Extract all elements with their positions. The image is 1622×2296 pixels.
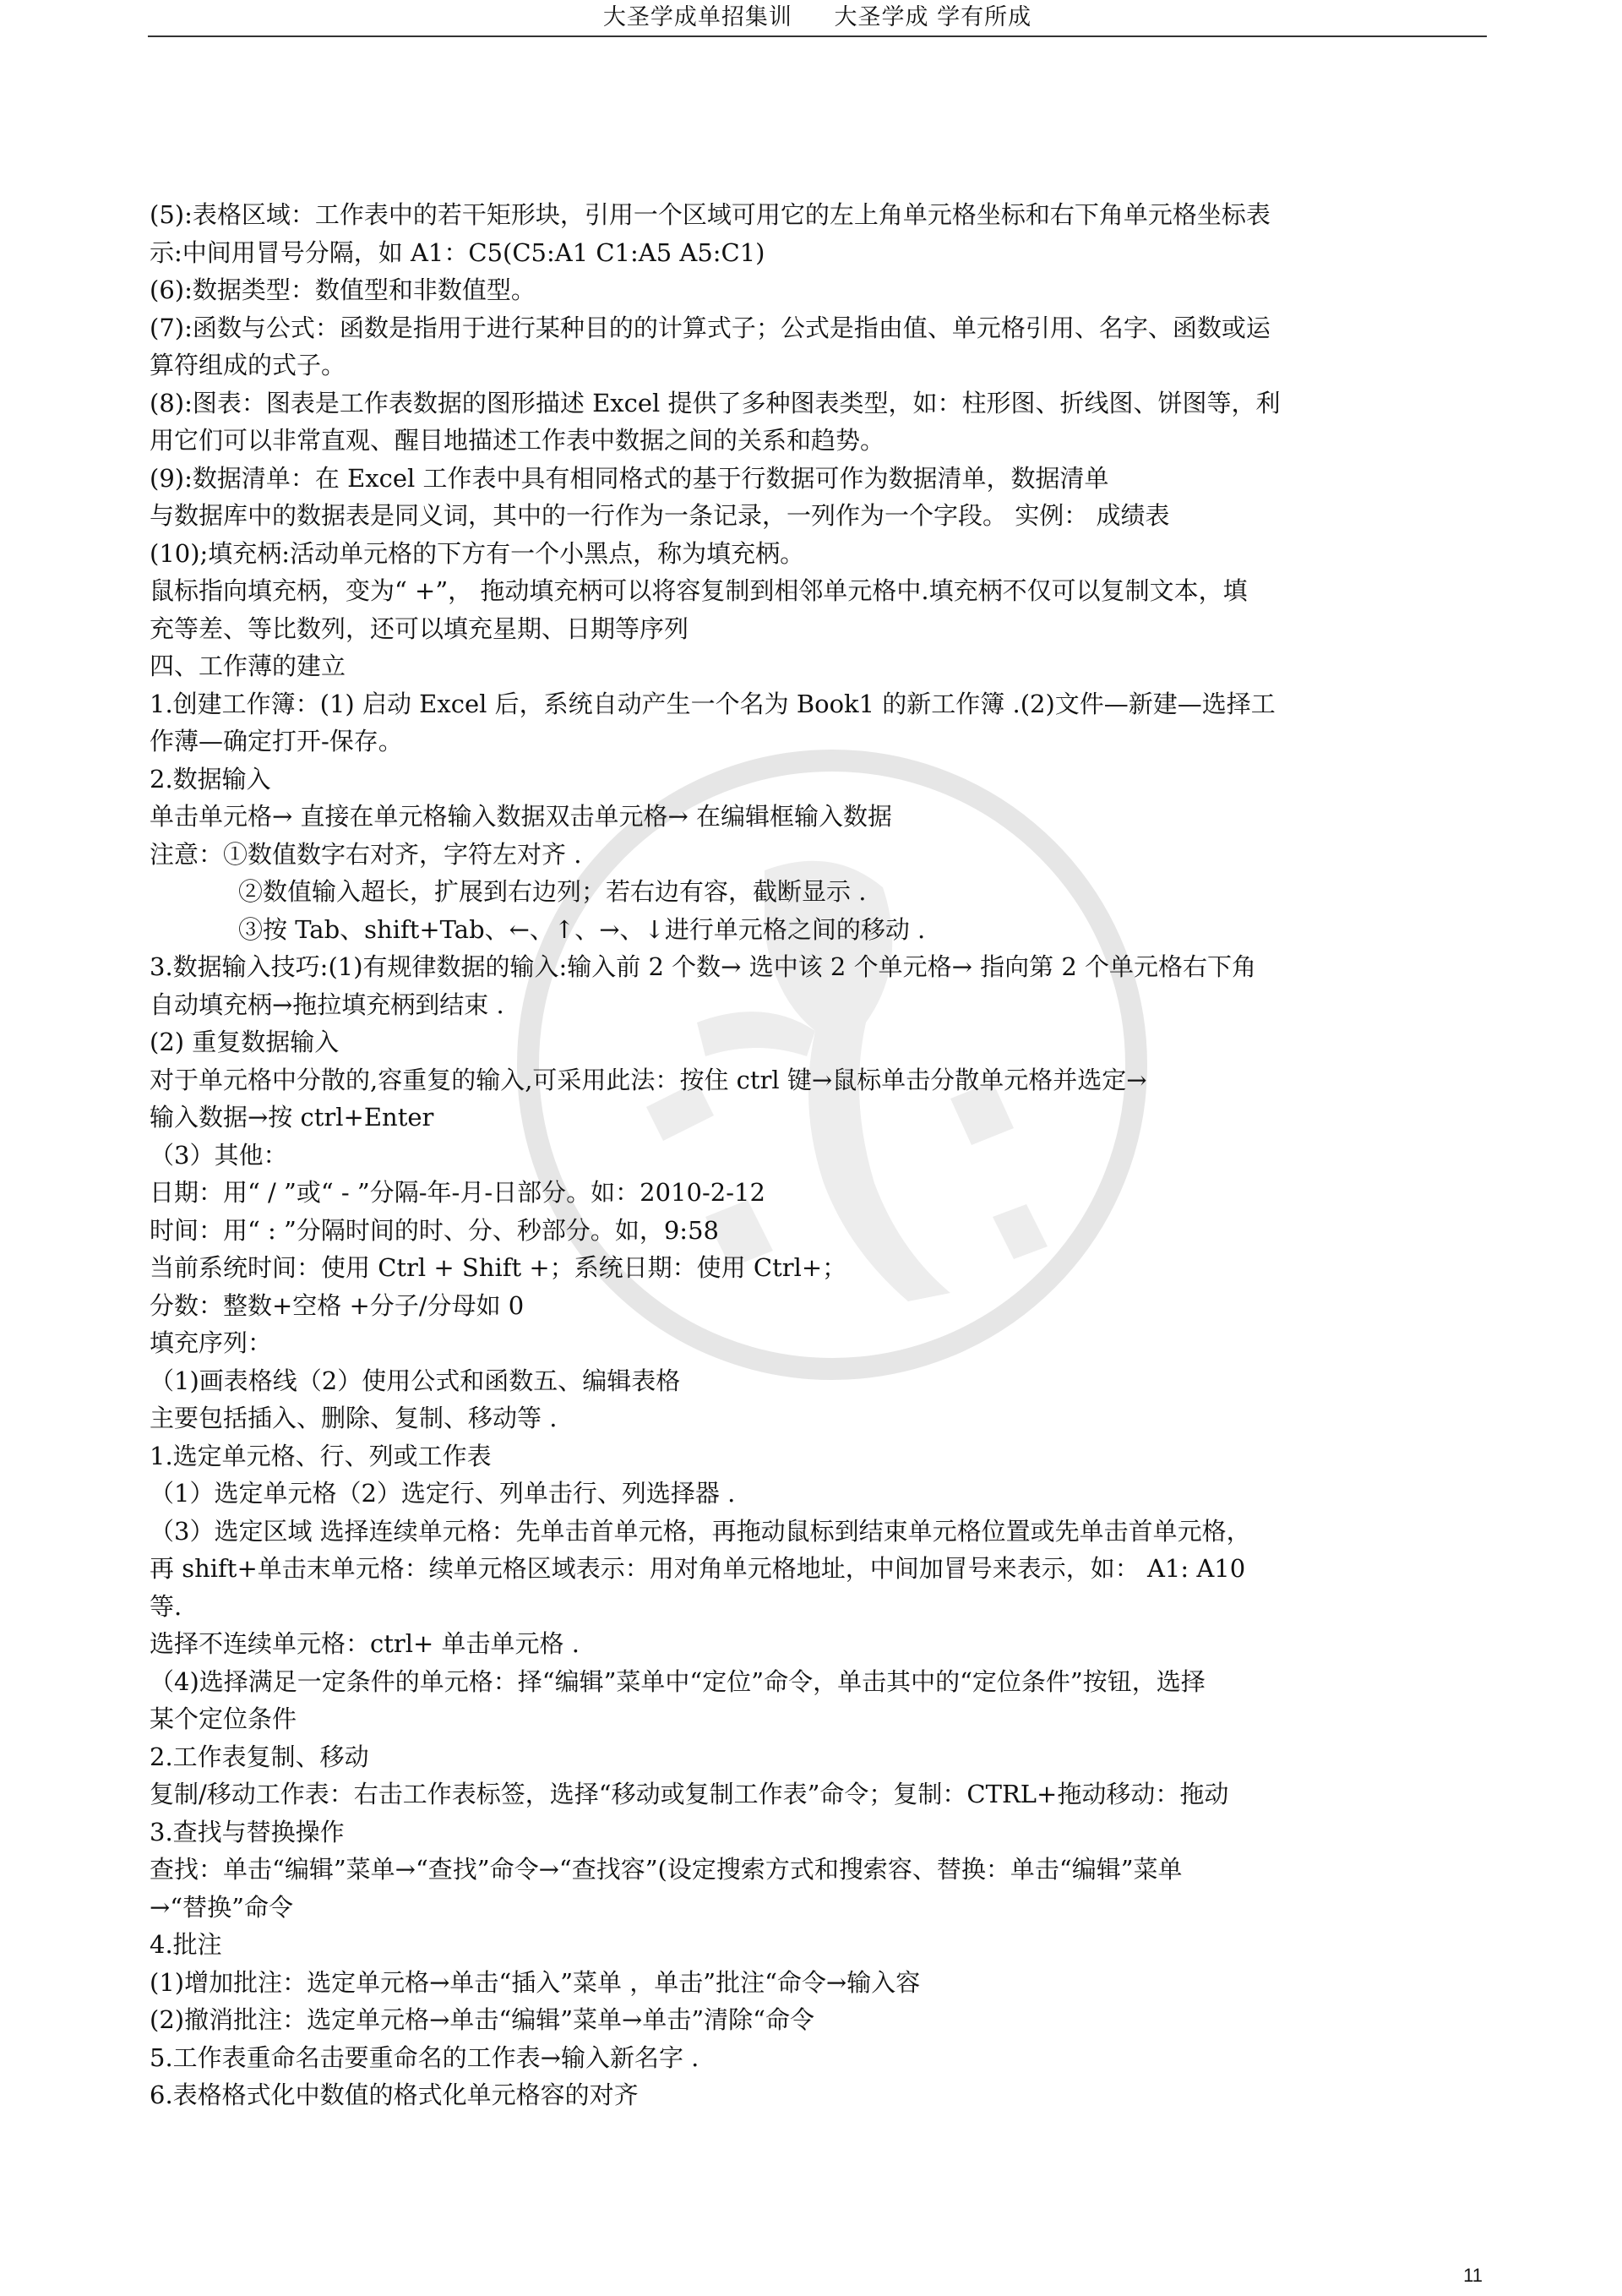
text-line: (2) 重复数据输入 (150, 1028, 340, 1056)
text-line: （1)画表格线（2）使用公式和函数五、编辑表格 (150, 1366, 681, 1395)
text-line: 注意：①数值数字右对齐，字符左对齐 . (150, 839, 582, 869)
text-line: (8):图表：图表是工作表数据的图形描述 Excel 提供了多种图表类型，如：柱形图、折线图、饼图等，利 (150, 388, 1281, 417)
subheading: 1.选定单元格、行、列或工作表 (150, 1441, 492, 1470)
text-line: 单击单元格→ 直接在单元格输入数据双击单元格→ 在编辑框输入数据 (150, 802, 893, 831)
text-line: 复制/移动工作表：右击工作表标签，选择“移动或复制工作表”命令；复制：CTRL+拖动移动：拖动 (150, 1780, 1229, 1808)
text-line: （1）选定单元格（2）选定行、列单击行、列选择器 . (150, 1479, 736, 1508)
text-line: 作薄—确定打开-保存。 (150, 727, 403, 755)
text-line: 用它们可以非常直观、醒目地描述工作表中数据之间的关系和趋势。 (150, 426, 885, 455)
text-line: 填充序列： (150, 1328, 273, 1357)
text-line: 主要包括插入、删除、复制、移动等 . (150, 1404, 558, 1432)
document-body (150, 196, 1489, 2114)
text-line: (1)增加批注：选定单元格→单击“插入”菜单 ，单击”批注“命令→输入容 (150, 1967, 921, 1997)
header-right-text: 大圣学成 学有所成 (834, 4, 1032, 30)
text-line: 某个定位条件 (150, 1704, 297, 1733)
text-line: 选择不连续单元格：ctrl+ 单击单元格 . (150, 1629, 580, 1658)
text-line: 当前系统时间：使用 Ctrl + Shift +；系统日期：使用 Ctrl+； (150, 1253, 847, 1282)
text-line: (9):数据清单：在 Excel 工作表中具有相同格式的基于行数据可作为数据清单，数据清单 (150, 463, 1109, 493)
text-line: →“替换”命令 (150, 1892, 293, 1922)
text-line: 充等差、等比数列，还可以填充星期、日期等序列 (150, 614, 689, 643)
text-line: 自动填充柄→拖拉填充柄到结束 . (150, 990, 504, 1019)
subheading: 2.数据输入 (150, 764, 271, 794)
text-line: (2)撤消批注：选定单元格→单击“编辑”菜单→单击”清除“命令 (150, 2005, 814, 2034)
text-line: 输入数据→按 ctrl+Enter (150, 1103, 434, 1132)
text-line: （3）选定区域 选择连续单元格：先单击首单元格，再拖动鼠标到结束单元格位置或先单击首单元格， (150, 1516, 1251, 1546)
text-line: 对于单元格中分散的,容重复的输入,可采用此法：按住 ctrl 键→鼠标单击分散单元格并选定→ (150, 1065, 1147, 1094)
text-line: 6.表格格式化中数值的格式化单元格容的对齐 (150, 2081, 639, 2109)
subheading: 4.批注 (150, 1930, 222, 1959)
header-left-text: 大圣学成单招集训 (602, 4, 792, 30)
text-line: ②数值输入超长，扩展到右边列；若右边有容，截断显示 . (238, 877, 867, 906)
text-line: 5.工作表重命名击要重命名的工作表→输入新名字 . (150, 2042, 699, 2072)
text-line: 1.创建工作簿：(1) 启动 Excel 后，系统自动产生一个名为 Book1 的新工作簿 .(2)文件—新建—选择工 (150, 689, 1276, 718)
text-line: 时间：用“ : ”分隔时间的时、分、秒部分。如，9:58 (150, 1215, 719, 1245)
text-line: 3.数据输入技巧:(1)有规律数据的输入:输入前 2 个数→ 选中该 2 个单元格→ 指向第 2 个单元格右下角 (150, 952, 1256, 981)
text-line: (10);填充柄:活动单元格的下方有一个小黑点，称为填充柄。 (150, 538, 805, 568)
page-number: 11 (1463, 2265, 1483, 2286)
text-line: 日期：用“ / ”或“ - ”分隔-年-月-日部分。如：2010-2-12 (150, 1178, 765, 1207)
text-line: （4)选择满足一定条件的单元格：择“编辑”菜单中“定位”命令，单击其中的“定位条件”按钮，选择 (150, 1666, 1206, 1696)
text-line: 分数：整数+空格 +分子/分母如 0 (150, 1290, 525, 1320)
subheading: 2.工作表复制、移动 (150, 1742, 369, 1771)
text-line: 与数据库中的数据表是同义词，其中的一行作为一条记录，一列作为一个字段。 实例： 成绩表 (150, 501, 1170, 530)
text-line: 查找：单击“编辑”菜单→“查找”命令→“查找容”(设定搜索方式和搜索容、替换：单击“编辑”菜单 (150, 1855, 1183, 1884)
subheading: 3.查找与替换操作 (150, 1817, 345, 1846)
text-line: ③按 Tab、shift+Tab、←、↑、→、↓进行单元格之间的移动 . (238, 914, 926, 944)
page-header (148, 0, 1487, 37)
text-line: (7):函数与公式：函数是指用于进行某种目的的计算式子；公式是指由值、单元格引用、名字、函数或运 (150, 313, 1271, 342)
text-line: 算符组成的式子。 (150, 351, 346, 379)
section-heading: 四、工作薄的建立 (150, 652, 346, 680)
text-line: （3）其他： (150, 1140, 288, 1170)
text-line: (5):表格区域：工作表中的若干矩形块，引用一个区域可用它的左上角单元格坐标和右下角单元格坐标表 (150, 200, 1271, 229)
text-line: 鼠标指向填充柄，变为“ +”， 拖动填充柄可以将容复制到相邻单元格中.填充柄不仅可以复制文本，填 (150, 576, 1248, 605)
text-line: (6):数据类型：数值型和非数值型。 (150, 275, 536, 304)
text-line: 示:中间用冒号分隔，如 A1：C5(C5:A1 C1:A5 A5:C1) (150, 237, 765, 267)
text-line: 等. (150, 1591, 182, 1621)
text-line: 再 shift+单击末单元格：续单元格区域表示：用对角单元格地址，中间加冒号来表示，如： A1: A10 (150, 1554, 1246, 1583)
